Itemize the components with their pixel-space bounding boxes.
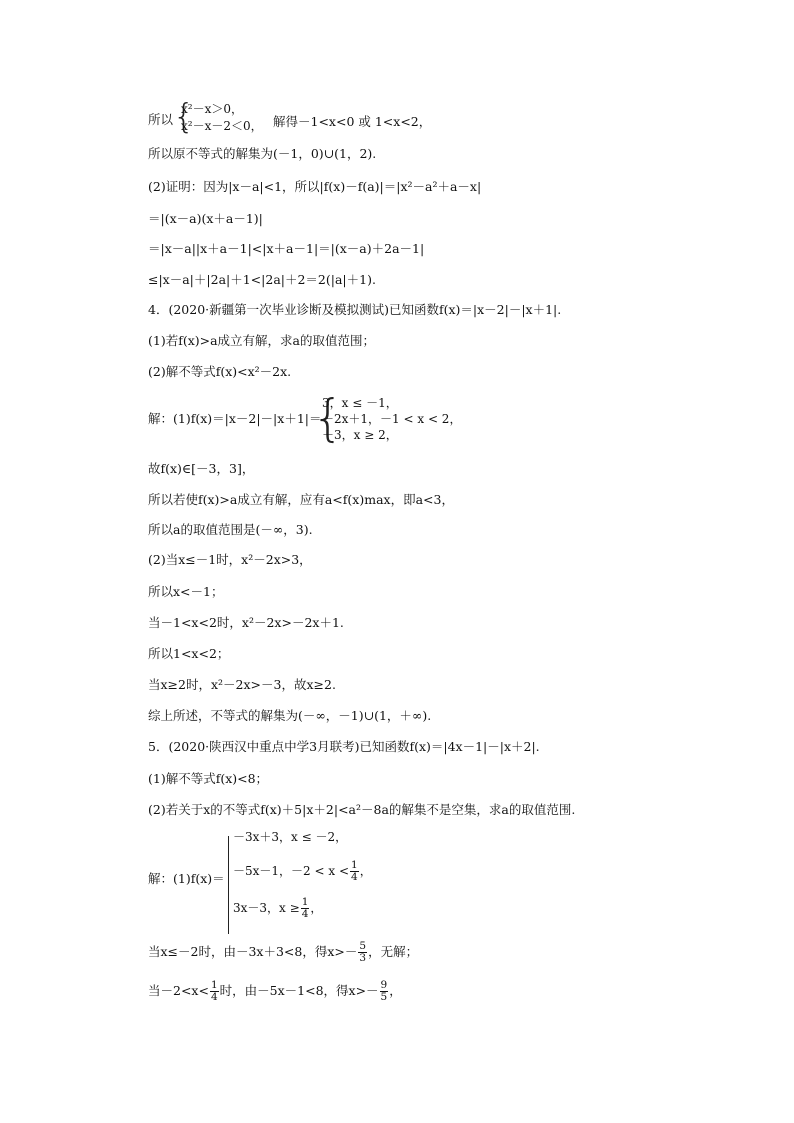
left-brace: { <box>173 97 195 137</box>
solution-tail: 解得－1<x<0 或 1<x<2， <box>273 114 432 129</box>
q4-solution-prefix: 解：(1)f(x)＝|x－2|－|x＋1|＝ <box>148 411 322 426</box>
system-line-2: x²－x－2＜0， <box>181 119 263 133</box>
solution-set-line: 所以原不等式的解集为(－1，0)∪(1，2). <box>148 146 377 161</box>
q5-solution-prefix: 解：(1)f(x)＝ <box>148 871 225 886</box>
q4-step-4: 所以1<x<2； <box>148 646 230 661</box>
q5-case-3-end: ， <box>310 901 323 915</box>
q5-case-3 <box>233 897 322 920</box>
q5-step-2-fraction-b <box>380 980 389 1003</box>
q4-condition: 所以若使f(x)>a成立有解，应有a<f(x)max，即a<3， <box>148 492 454 507</box>
q5-title: 5．(2020·陕西汉中重点中学3月联考)已知函数f(x)＝|4x－1|－|x＋2|. <box>148 739 540 754</box>
q5-step-1-text: 当x≤－2时，由－3x＋3<8，得x>－ <box>148 944 358 959</box>
fraction-denominator: 4 <box>210 991 218 1003</box>
q4-step-2: 所以x<－1； <box>148 584 224 599</box>
q4-conclusion: 综上所述，不等式的解集为(－∞，－1)∪(1，＋∞). <box>148 708 432 723</box>
q4-case-1: 3，x ≤ －1， <box>322 396 398 410</box>
q4-range: 故f(x)∈[－3，3]， <box>148 461 255 476</box>
q5-case-2-fraction <box>350 860 359 883</box>
q5-step-1 <box>148 941 418 964</box>
fraction-denominator: 4 <box>351 871 358 883</box>
fraction-numerator: 1 <box>210 979 218 991</box>
prefix-text: 所以 <box>148 112 174 127</box>
fraction-denominator: 5 <box>380 991 388 1003</box>
q5-part1: (1)解不等式f(x)<8； <box>148 771 269 786</box>
q5-step-2-fraction-a <box>210 980 219 1003</box>
proof-line-4: ≤|x－a|＋|2a|＋1<|2a|＋2＝2(|a|＋1). <box>148 272 376 287</box>
fraction-numerator: 1 <box>351 859 358 871</box>
fraction-numerator: 1 <box>301 896 309 908</box>
q5-case-3-text: 3x－3，x ≥ <box>233 901 300 915</box>
q5-step-1-end: ，无解； <box>368 944 419 959</box>
q4-step-1: (2)当x≤－1时，x²－2x>3， <box>148 552 312 567</box>
q4-a-range: 所以a的取值范围是(－∞，3). <box>148 522 313 537</box>
q5-piecewise-bar <box>228 836 230 934</box>
q5-step-2 <box>148 980 402 1003</box>
fraction-denominator: 3 <box>359 952 367 964</box>
proof-line-2: ＝|(x－a)(x＋a－1)| <box>148 211 263 226</box>
q4-case-3: －3，x ≥ 2， <box>322 428 398 442</box>
q4-step-5: 当x≥2时，x²－2x>－3，故x≥2. <box>148 677 336 692</box>
q4-case-2: －2x＋1，－1 < x < 2， <box>322 412 462 426</box>
q5-case-1: －3x＋3，x ≤ －2， <box>233 830 348 844</box>
q5-step-2-text-a: 当－2<x< <box>148 983 209 998</box>
fraction-numerator: 9 <box>380 979 388 991</box>
q5-case-3-fraction <box>301 897 310 920</box>
q5-step-2-text-b: 时，由－5x－1<8，得x>－ <box>219 983 379 998</box>
q5-step-1-fraction <box>358 941 367 964</box>
q4-piecewise-brace: { <box>312 389 344 447</box>
system-line-1: x²－x＞0， <box>181 102 243 116</box>
q5-case-2 <box>233 860 372 883</box>
q5-part2: (2)若关于x的不等式f(x)＋5|x＋2|<a²－8a的解集不是空集，求a的取值范围. <box>148 802 576 817</box>
q4-part1: (1)若f(x)>a成立有解，求a的取值范围； <box>148 333 376 348</box>
q5-step-2-end: ， <box>389 983 402 998</box>
q5-case-2-text: －5x－1，－2 < x < <box>233 864 349 878</box>
proof-line-1: (2)证明：因为|x－a|<1，所以|f(x)－f(a)|＝|x²－a²＋a－x| <box>148 179 482 194</box>
q4-part2: (2)解不等式f(x)<x²－2x. <box>148 364 292 379</box>
q4-step-3: 当－1<x<2时，x²－2x>－2x＋1. <box>148 615 344 630</box>
proof-line-3: ＝|x－a||x＋a－1|<|x＋a－1|＝|(x－a)＋2a－1| <box>148 241 425 256</box>
q4-title: 4．(2020·新疆第一次毕业诊断及模拟测试)已知函数f(x)＝|x－2|－|x＋1|. <box>148 302 562 317</box>
q5-case-2-end: ， <box>359 864 372 878</box>
fraction-numerator: 5 <box>359 940 367 952</box>
fraction-denominator: 4 <box>301 908 309 920</box>
